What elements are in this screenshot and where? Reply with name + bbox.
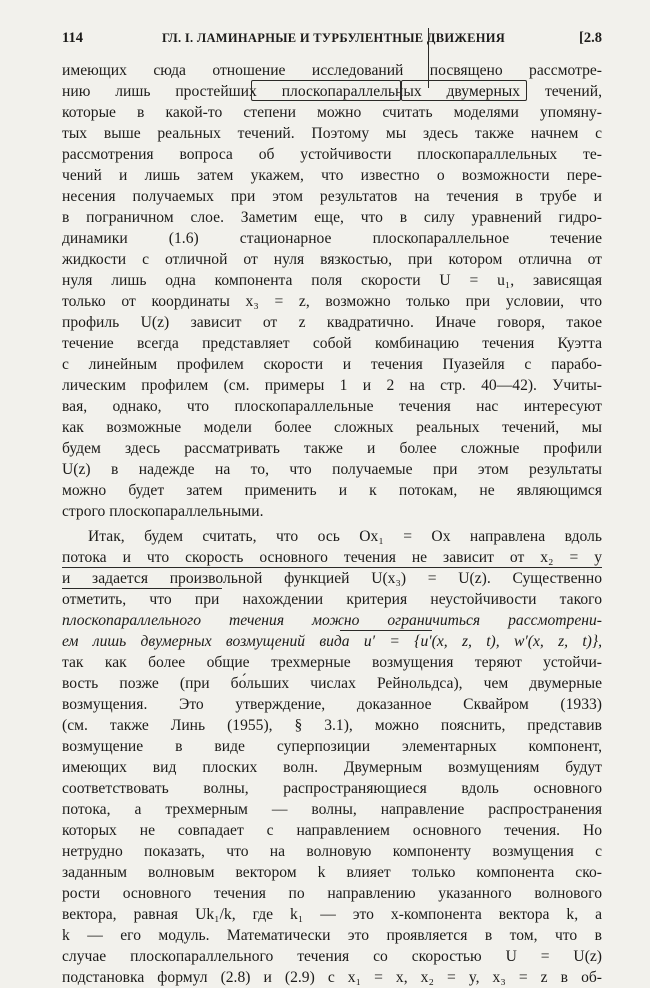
text-line: заданным волновым вектором k влияет только компонента ско-	[62, 864, 602, 881]
text-line: рости основного течения по направлению указанного волнового	[62, 885, 602, 902]
text-line: с линейным профилем скорости и течения Пуазейля с парабо-	[62, 356, 602, 373]
text-line: k — его модуль. Математически это проявляется в том, что в	[62, 927, 602, 944]
text-line: чений и лишь затем укажем, что известно о возможности пере-	[62, 167, 602, 184]
text-line: имеющих сюда отношение исследований посвящено рассмотре-	[62, 62, 602, 79]
text-line: нию лишь простейших плоскопараллельных двумерных течений,	[62, 83, 602, 100]
chapter-title: ГЛ. I. ЛАМИНАРНЫЕ И ТУРБУЛЕНТНЫЕ ДВИЖЕНИЯ	[162, 31, 506, 45]
text-line: потока и что скорость основного течения не зависит от x₂ = y	[62, 549, 602, 566]
text-line: вость позже (при бо́льших числах Рейнольдса), чем двумерные	[62, 675, 602, 692]
text-line: соответствовать волны, распространяющиеся вдоль основного	[62, 780, 602, 797]
text-line: будем здесь рассматривать также и более сложные профили	[62, 440, 602, 457]
text-line: ем лишь двумерных возмущений вида u′ = {u′(x, z, t), w′(x, z, t)},	[62, 633, 602, 650]
text-line: отметить, что при нахождении критерия неустойчивости такого	[62, 591, 602, 608]
text-line: возмущение в виде суперпозиции элементарных компонент,	[62, 738, 602, 755]
text-line: плоскопараллельного течения можно ограничиться рассмотрени-	[62, 612, 602, 629]
text-line: вектора, равная Uk₁/k, где k₁ — это x-компонента вектора k, а	[62, 906, 602, 923]
section-number: [2.8	[579, 30, 602, 46]
text-line: подстановка формул (2.8) и (2.9) с x₁ = x, x₂ = y, x₃ = z в об-	[62, 969, 602, 986]
running-header	[62, 30, 602, 52]
text-line: жидкости с отличной от нуля вязкостью, при котором отлична от	[62, 251, 602, 268]
text-line: можно будет затем применить и к потокам, не являющимся	[62, 482, 602, 499]
text-line: лическим профилем (см. примеры 1 и 2 на стр. 40—42). Учиты-	[62, 377, 602, 394]
text-line: тых выше реальных течений. Поэтому мы здесь также начнем с	[62, 125, 602, 142]
page-body	[62, 60, 602, 988]
paragraph-1	[62, 60, 602, 522]
text-line: U(z) в надежде на то, что получаемые при этом результаты	[62, 461, 602, 478]
text-line: которые в какой-то степени можно считать моделями упомяну-	[62, 104, 602, 121]
text-line: в пограничном слое. Заметим еще, что в силу уравнений гидро-	[62, 209, 602, 226]
text-line: как возможные модели более сложных реальных течений, мы	[62, 419, 602, 436]
text-line: и задается произвольной функцией U(x₃) = U(z). Существенно	[62, 570, 602, 587]
text-line: (см. также Линь (1955), § 3.1), можно пояснить, представив	[62, 717, 602, 734]
text-line: только от координаты x₃ = z, возможно только при условии, что	[62, 293, 602, 310]
text-line: несения получаемых при этом результатов на течения в трубе и	[62, 188, 602, 205]
text-line: Итак, будем считать, что ось Ox₁ = Ox направлена вдоль	[88, 528, 602, 545]
text-line: нетрудно показать, что на волновую компоненту возмущения с	[62, 843, 602, 860]
text-line: рассмотрения вопроса об устойчивости плоскопараллельных те-	[62, 146, 602, 163]
page-number: 114	[62, 30, 83, 46]
text-line: вая, однако, что плоскопараллельные течения нас интересуют	[62, 398, 602, 415]
text-line: так как более общие трехмерные возмущения теряют устойчи-	[62, 654, 602, 671]
text-line: профиль U(z) зависит от z квадратично. Иначе говоря, такое	[62, 314, 602, 331]
text-line: динамики (1.6) стационарное плоскопараллельное течение	[62, 230, 602, 247]
text-line: случае плоскопараллельного течения со скоростью U = U(z)	[62, 948, 602, 965]
text-line: течение всегда представляет собой комбинацию течения Куэтта	[62, 335, 602, 352]
text-line: которых не совпадает с направлением основного течения. Но	[62, 822, 602, 839]
text-line: нуля лишь одна компонента поля скорости U = u₁, зависящая	[62, 272, 602, 289]
text-line: возмущения. Это утверждение, доказанное Сквайром (1933)	[62, 696, 602, 713]
text-line: имеющих вид плоских волн. Двумерным возмущениям будут	[62, 759, 602, 776]
text-line: строго плоскопараллельными.	[62, 503, 264, 520]
text-line: потока, а трехмерным — волны, направление распространения	[62, 801, 602, 818]
paragraph-2	[62, 526, 602, 988]
